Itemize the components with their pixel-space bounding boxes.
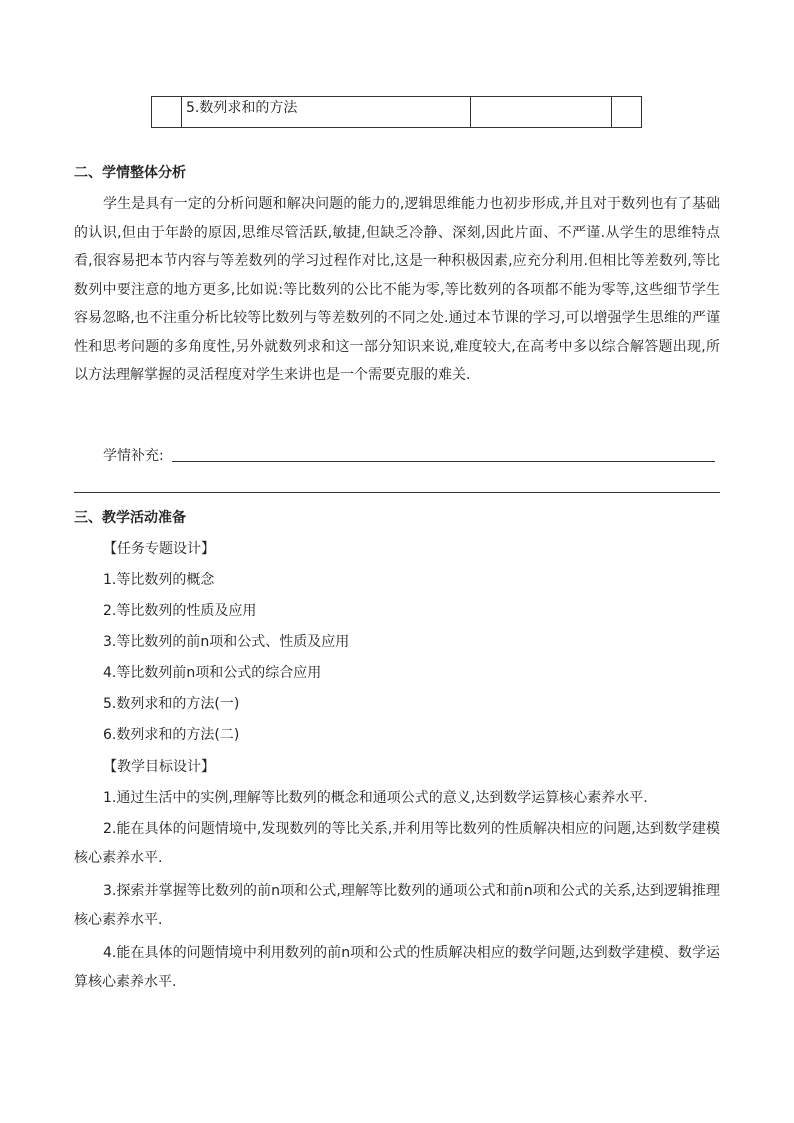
task-item: 2.等比数列的性质及应用 <box>103 603 257 619</box>
task-item: 1.等比数列的概念 <box>103 572 215 588</box>
table-cell-topic: 5.数列求和的方法 <box>182 97 471 127</box>
table-cell-empty <box>471 97 612 127</box>
task-item: 5.数列求和的方法(一) <box>103 696 240 712</box>
task-item: 3.等比数列的前n项和公式、性质及应用 <box>103 634 350 650</box>
goal-item: 2.能在具体的问题情境中,发现数列的等比关系,并利用等比数列的性质解决相应的问题,达到数学建模核心素养水平. <box>74 821 720 866</box>
table-row <box>151 96 642 128</box>
goal-design-title: 【教学目标设计】 <box>103 759 215 775</box>
section-heading-preparation: 三、教学活动准备 <box>74 510 186 526</box>
table-cell-empty <box>612 97 641 127</box>
analysis-paragraph: 学生是具有一定的分析问题和解决问题的能力的,逻辑思维能力也初步形成,并且对于数列也有了基础的认识,但由于年龄的原因,思维尽管活跃,敏捷,但缺乏冷静、深刻,因此片面、不严谨.从学生的思维特点看,很容易把本节内容与等差数列的学习过程作对比,这是一种积极因素,应充分利用.但相比等差数列,等比数列中要注意的地方更多,比如说:等比数列的公比不能为零,等比数列的各项都不能为零等,这些细节学生容易忽略,也不注重分析比较等比数列与等差数列的不同之处.通过本节课的学习,可以增强学生思维的严谨性和思考问题的多角度性,另外就数列求和这一部分知识来说,难度较大,在高考中多以综合解答题出现,所以方法理解掌握的灵活程度对学生来讲也是一个需要克服的难关. <box>74 196 720 383</box>
table-cell-empty <box>152 97 182 127</box>
goal-item: 3.探索并掌握等比数列的前n项和公式,理解等比数列的通项公式和前n项和公式的关系,达到逻辑推理核心素养水平. <box>74 883 720 928</box>
supplement-underline <box>172 461 715 462</box>
task-item: 6.数列求和的方法(二) <box>103 727 240 743</box>
section-heading-analysis: 二、学情整体分析 <box>74 165 186 181</box>
goal-item: 1.通过生活中的实例,理解等比数列的概念和通项公式的意义,达到数学运算核心素养水平. <box>103 790 648 806</box>
task-item: 4.等比数列前n项和公式的综合应用 <box>103 665 322 681</box>
supplement-label: 学情补充: <box>103 448 164 464</box>
task-design-title: 【任务专题设计】 <box>103 541 215 557</box>
goal-item: 4.能在具体的问题情境中利用数列的前n项和公式的性质解决相应的数学问题,达到数学建模、数学运算核心素养水平. <box>74 945 720 990</box>
supplement-underline-2 <box>74 492 720 493</box>
